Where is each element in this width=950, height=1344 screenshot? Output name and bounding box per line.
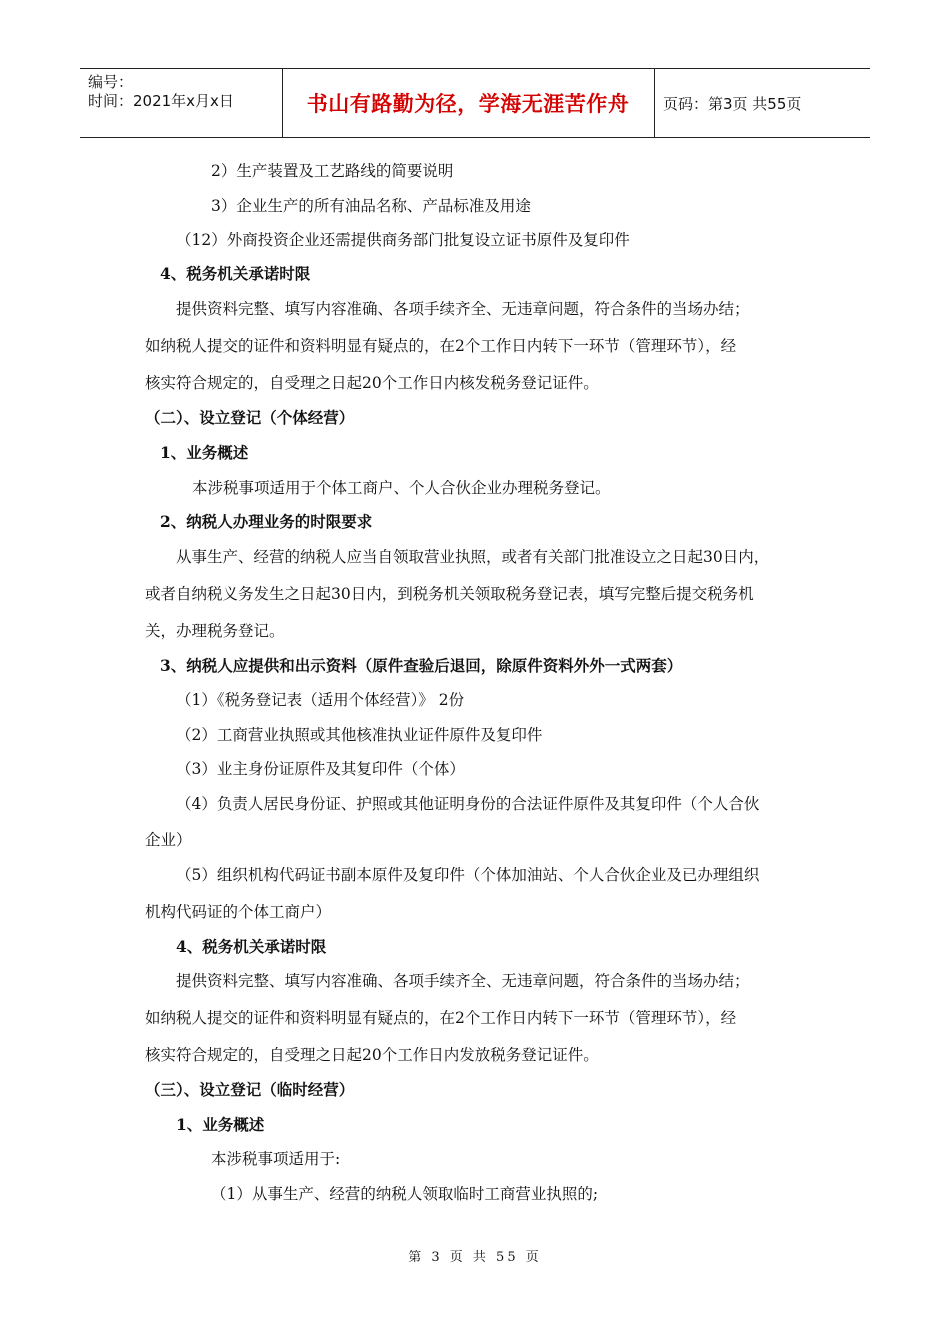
header-page-info: 页码：第3页 共55页	[663, 94, 802, 113]
body-line: （12）外商投资企业还需提供商务部门批复设立证书原件及复印件	[176, 231, 630, 249]
section-heading: 4、税务机关承诺时限	[176, 937, 327, 956]
body-line: 核实符合规定的，自受理之日起20个工作日内核发税务登记证件。	[145, 374, 599, 392]
body-line: 本涉税事项适用于个体工商户、个人合伙企业办理税务登记。	[192, 479, 611, 497]
body-line: 核实符合规定的，自受理之日起20个工作日内发放税务登记证件。	[145, 1046, 599, 1064]
page-header	[80, 68, 870, 138]
body-line: （3）业主身份证原件及其复印件（个体）	[176, 760, 465, 778]
section-heading: 2、纳税人办理业务的时限要求	[160, 512, 373, 531]
body-line: 从事生产、经营的纳税人应当自领取营业执照，或者有关部门批准设立之日起30日内，	[176, 548, 770, 566]
body-line: （2）工商营业执照或其他核准执业证件原件及复印件	[176, 726, 543, 744]
body-line: 如纳税人提交的证件和资料明显有疑点的，在2个工作日内转下一环节（管理环节），经	[145, 337, 737, 355]
header-meta	[80, 69, 282, 137]
document-time-label: 时间：2021年x月x日	[88, 92, 234, 110]
header-motto: 书山有路勤为径，学海无涯苦作舟	[306, 92, 630, 116]
section-heading: （三）、设立登记（临时经营）	[145, 1080, 355, 1099]
section-heading: 3、纳税人应提供和出示资料（原件查验后退回，除原件资料外外一式两套）	[160, 656, 683, 675]
body-line: 3）企业生产的所有油品名称、产品标准及用途	[211, 197, 531, 215]
body-line: 提供资料完整、填写内容准确、各项手续齐全、无违章问题，符合条件的当场办结；	[176, 300, 750, 318]
body-line: （5）组织机构代码证书副本原件及复印件（个体加油站、个人合伙企业及已办理组织	[176, 866, 760, 884]
section-heading: 1、业务概述	[176, 1115, 265, 1134]
body-line: （1）从事生产、经营的纳税人领取临时工商营业执照的;	[211, 1185, 599, 1203]
body-line: 2）生产装置及工艺路线的简要说明	[211, 162, 454, 180]
section-heading: 4、税务机关承诺时限	[160, 264, 311, 283]
body-line: 机构代码证的个体工商户）	[145, 903, 332, 921]
body-line: （4）负责人居民身份证、护照或其他证明身份的合法证件原件及其复印件（个人合伙	[176, 795, 760, 813]
section-heading: （二）、设立登记（个体经营）	[145, 408, 355, 427]
document-number-label: 编号：	[88, 73, 134, 91]
page-footer: 第 3 页 共 55 页	[408, 1250, 542, 1265]
body-line: 或者自纳税义务发生之日起30日内，到税务机关领取税务登记表，填写完整后提交税务机	[145, 585, 754, 603]
body-line: 如纳税人提交的证件和资料明显有疑点的，在2个工作日内转下一环节（管理环节），经	[145, 1009, 737, 1027]
section-heading: 1、业务概述	[160, 443, 249, 462]
body-line: 关，办理税务登记。	[145, 622, 285, 640]
body-line: 企业）	[145, 831, 192, 849]
header-divider	[654, 69, 655, 137]
body-line: （1）《税务登记表（适用个体经营）》 2份	[176, 691, 465, 709]
body-line: 提供资料完整、填写内容准确、各项手续齐全、无违章问题，符合条件的当场办结；	[176, 972, 750, 990]
body-line: 本涉税事项适用于:	[211, 1150, 341, 1168]
